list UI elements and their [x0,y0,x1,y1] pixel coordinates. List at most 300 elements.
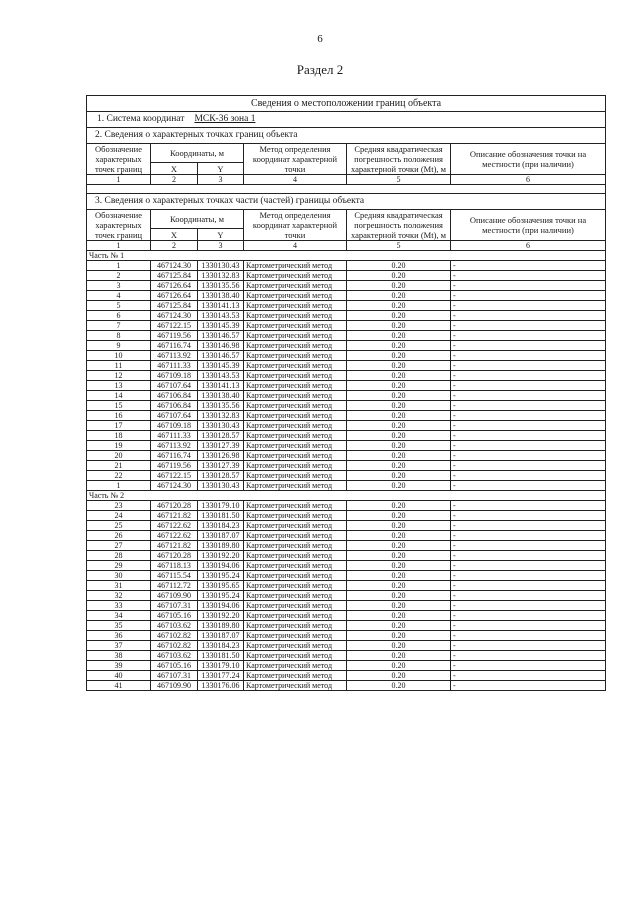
cell-description: - [451,521,606,531]
cell-accuracy: 0.20 [347,461,451,471]
cell-description: - [451,591,606,601]
cell-coord-x: 467111.33 [151,431,198,441]
cell-coord-y: 1330189.80 [198,541,244,551]
cell-coord-x: 467109.90 [151,681,198,691]
cell-coord-x: 467105.16 [151,611,198,621]
cell-method: Картометрический метод [244,301,347,311]
cell-coord-x: 467120.28 [151,551,198,561]
table-row [87,541,606,551]
cell-description: - [451,281,606,291]
table-row [87,271,606,281]
cell-description: - [451,451,606,461]
cell-method: Картометрический метод [244,661,347,671]
cell-accuracy: 0.20 [347,541,451,551]
cell-method: Картометрический метод [244,381,347,391]
col-number: 1 [87,175,151,185]
cell-description: - [451,531,606,541]
s2-header-accuracy: Средняя квадратическая погрешность положения характерной точки (Mt), м [347,144,451,175]
cell-coord-y: 1330135.56 [198,401,244,411]
cell-point-id: 31 [87,581,151,591]
cell-method: Картометрический метод [244,581,347,591]
cell-coord-x: 467113.92 [151,351,198,361]
col-number: 5 [347,241,451,251]
cell-coord-x: 467111.33 [151,361,198,371]
s3-header-y: Y [198,229,244,241]
cell-point-id: 11 [87,361,151,371]
table-row [87,321,606,331]
table-row [87,411,606,421]
cell-accuracy: 0.20 [347,451,451,461]
cell-description: - [451,501,606,511]
cell-point-id: 28 [87,551,151,561]
cell-coord-y: 1330130.43 [198,261,244,271]
spacer [87,185,606,194]
table-row [87,661,606,671]
cell-description: - [451,291,606,301]
cell-description: - [451,361,606,371]
section-title: Раздел 2 [296,62,344,77]
cell-method: Картометрический метод [244,631,347,641]
cell-method: Картометрический метод [244,531,347,541]
cell-point-id: 4 [87,291,151,301]
table-row [87,381,606,391]
cell-method: Картометрический метод [244,511,347,521]
s2-header-coords: Координаты, м [151,144,244,163]
cell-coord-x: 467109.18 [151,371,198,381]
cell-point-id: 21 [87,461,151,471]
cell-coord-y: 1330138.40 [198,291,244,301]
table-row [87,311,606,321]
cell-method: Картометрический метод [244,401,347,411]
s2-col-numbers [87,175,606,185]
table-row [87,281,606,291]
table-row [87,601,606,611]
cell-coord-y: 1330143.53 [198,311,244,321]
cell-coord-y: 1330194.06 [198,561,244,571]
cell-description: - [451,671,606,681]
cell-method: Картометрический метод [244,281,347,291]
cell-accuracy: 0.20 [347,591,451,601]
cell-description: - [451,571,606,581]
s2-header-y: Y [198,163,244,175]
part-label: Часть № 2 [87,491,606,501]
cell-coord-x: 467120.28 [151,501,198,511]
cell-point-id: 27 [87,541,151,551]
table-row [87,481,606,491]
cell-coord-x: 467103.62 [151,621,198,631]
cell-point-id: 20 [87,451,151,461]
cell-coord-y: 1330181.50 [198,651,244,661]
cell-method: Картометрический метод [244,341,347,351]
cell-coord-x: 467105.16 [151,661,198,671]
cell-method: Картометрический метод [244,551,347,561]
cell-point-id: 25 [87,521,151,531]
cell-description: - [451,301,606,311]
cell-accuracy: 0.20 [347,621,451,631]
table-row [87,641,606,651]
document-frame [86,95,605,691]
cell-accuracy: 0.20 [347,341,451,351]
cell-coord-x: 467106.84 [151,391,198,401]
cell-point-id: 41 [87,681,151,691]
cell-accuracy: 0.20 [347,331,451,341]
table-row [87,671,606,681]
s3-header-method: Метод определения координат характерной точки [244,210,347,241]
table-row [87,511,606,521]
table-row [87,391,606,401]
table-row [87,441,606,451]
cell-accuracy: 0.20 [347,321,451,331]
cell-description: - [451,601,606,611]
s3-header-accuracy: Средняя квадратическая погрешность положения характерной точки (Mt), м [347,210,451,241]
table-row [87,621,606,631]
cell-accuracy: 0.20 [347,421,451,431]
cell-point-id: 40 [87,671,151,681]
cell-coord-x: 467124.30 [151,311,198,321]
cell-description: - [451,341,606,351]
cell-coord-y: 1330127.39 [198,461,244,471]
cell-method: Картометрический метод [244,521,347,531]
cell-accuracy: 0.20 [347,651,451,661]
cell-coord-x: 467126.64 [151,291,198,301]
cell-method: Картометрический метод [244,311,347,321]
cell-accuracy: 0.20 [347,521,451,531]
table-row [87,431,606,441]
cell-accuracy: 0.20 [347,361,451,371]
cell-accuracy: 0.20 [347,501,451,511]
cell-coord-y: 1330138.40 [198,391,244,401]
cell-accuracy: 0.20 [347,661,451,671]
table-row [87,581,606,591]
s3-header-description: Описание обозначения точки на местности (при наличии) [451,210,606,241]
table-row [87,631,606,641]
cell-coord-y: 1330130.43 [198,481,244,491]
cell-coord-y: 1330146.98 [198,341,244,351]
cell-point-id: 1 [87,261,151,271]
cell-accuracy: 0.20 [347,381,451,391]
cell-accuracy: 0.20 [347,581,451,591]
cell-accuracy: 0.20 [347,351,451,361]
cell-coord-y: 1330130.43 [198,421,244,431]
cell-description: - [451,441,606,451]
cell-description: - [451,551,606,561]
cell-coord-y: 1330195.24 [198,571,244,581]
cell-coord-x: 467112.72 [151,581,198,591]
cell-point-id: 13 [87,381,151,391]
cell-coord-x: 467116.74 [151,451,198,461]
cell-coord-x: 467102.82 [151,631,198,641]
cell-point-id: 17 [87,421,151,431]
cell-point-id: 18 [87,431,151,441]
cell-coord-x: 467122.15 [151,321,198,331]
cell-coord-y: 1330145.39 [198,321,244,331]
s2-header-method: Метод определения координат характерной точки [244,144,347,175]
col-number: 5 [347,175,451,185]
cell-method: Картометрический метод [244,591,347,601]
cell-coord-x: 467107.31 [151,671,198,681]
cell-method: Картометрический метод [244,601,347,611]
cell-accuracy: 0.20 [347,531,451,541]
cell-coord-x: 467115.54 [151,571,198,581]
cell-point-id: 12 [87,371,151,381]
cell-accuracy: 0.20 [347,441,451,451]
cell-accuracy: 0.20 [347,611,451,621]
s3-header-point: Обозначение характерных точек границ [87,210,151,241]
cell-point-id: 38 [87,651,151,661]
cell-accuracy: 0.20 [347,601,451,611]
cell-point-id: 39 [87,661,151,671]
cell-point-id: 16 [87,411,151,421]
cell-coord-y: 1330141.13 [198,301,244,311]
cell-accuracy: 0.20 [347,631,451,641]
cell-description: - [451,631,606,641]
cell-description: - [451,541,606,551]
cell-point-id: 29 [87,561,151,571]
cell-accuracy: 0.20 [347,671,451,681]
cell-method: Картометрический метод [244,291,347,301]
cell-description: - [451,371,606,381]
table-row [87,331,606,341]
cell-coord-y: 1330145.39 [198,361,244,371]
cell-coord-x: 467119.56 [151,331,198,341]
cell-coord-x: 467121.82 [151,541,198,551]
s2-header-description: Описание обозначения точки на местности (при наличии) [451,144,606,175]
cell-point-id: 6 [87,311,151,321]
col-number: 2 [151,241,198,251]
cell-description: - [451,321,606,331]
col-number: 4 [244,241,347,251]
s2-header-x: X [151,163,198,175]
cell-description: - [451,661,606,671]
cell-accuracy: 0.20 [347,561,451,571]
cell-coord-y: 1330189.80 [198,621,244,631]
section2-title: 2. Сведения о характерных точках границ объекта [87,128,606,144]
col-number: 3 [198,241,244,251]
cell-coord-x: 467107.64 [151,381,198,391]
cell-accuracy: 0.20 [347,411,451,421]
cell-accuracy: 0.20 [347,481,451,491]
cell-description: - [451,581,606,591]
cell-coord-y: 1330187.07 [198,531,244,541]
coord-system-label: 1. Система координат [97,114,185,124]
s2-header-point: Обозначение характерных точек границ [87,144,151,175]
boundary-table [86,95,606,691]
cell-point-id: 19 [87,441,151,451]
cell-coord-x: 467122.62 [151,531,198,541]
cell-point-id: 36 [87,631,151,641]
cell-coord-x: 467121.82 [151,511,198,521]
s3-header-coords: Координаты, м [151,210,244,229]
cell-description: - [451,481,606,491]
cell-method: Картометрический метод [244,641,347,651]
cell-coord-x: 467109.18 [151,421,198,431]
table-row [87,371,606,381]
cell-coord-y: 1330187.07 [198,631,244,641]
cell-description: - [451,461,606,471]
cell-description: - [451,381,606,391]
cell-method: Картометрический метод [244,411,347,421]
coord-system-value: МСК-36 зона 1 [194,114,256,124]
cell-accuracy: 0.20 [347,301,451,311]
cell-point-id: 33 [87,601,151,611]
table-row [87,291,606,301]
cell-method: Картометрический метод [244,421,347,431]
cell-point-id: 8 [87,331,151,341]
cell-coord-y: 1330128.57 [198,431,244,441]
table-row [87,651,606,661]
cell-point-id: 2 [87,271,151,281]
cell-accuracy: 0.20 [347,471,451,481]
s3-header-x: X [151,229,198,241]
part-label: Часть № 1 [87,251,606,261]
cell-point-id: 3 [87,281,151,291]
cell-coord-x: 467124.30 [151,481,198,491]
cell-point-id: 23 [87,501,151,511]
cell-point-id: 7 [87,321,151,331]
cell-method: Картометрический метод [244,561,347,571]
cell-point-id: 22 [87,471,151,481]
cell-coord-y: 1330128.57 [198,471,244,481]
cell-coord-x: 467116.74 [151,341,198,351]
cell-method: Картометрический метод [244,651,347,661]
cell-method: Картометрический метод [244,501,347,511]
table-row [87,261,606,271]
cell-coord-y: 1330184.23 [198,521,244,531]
cell-method: Картометрический метод [244,351,347,361]
cell-coord-y: 1330179.10 [198,501,244,511]
cell-description: - [451,471,606,481]
cell-method: Картометрический метод [244,461,347,471]
cell-coord-y: 1330132.83 [198,411,244,421]
cell-coord-x: 467118.13 [151,561,198,571]
coord-system-row [87,112,606,128]
cell-point-id: 24 [87,511,151,521]
cell-coord-y: 1330184.23 [198,641,244,651]
cell-accuracy: 0.20 [347,291,451,301]
cell-point-id: 37 [87,641,151,651]
cell-point-id: 32 [87,591,151,601]
cell-accuracy: 0.20 [347,371,451,381]
table-row [87,361,606,371]
cell-point-id: 5 [87,301,151,311]
cell-description: - [451,611,606,621]
cell-description: - [451,621,606,631]
table-row [87,341,606,351]
block-title: Сведения о местоположении границ объекта [87,96,606,112]
cell-method: Картометрический метод [244,361,347,371]
table-row [87,521,606,531]
cell-accuracy: 0.20 [347,511,451,521]
cell-method: Картометрический метод [244,391,347,401]
cell-method: Картометрический метод [244,431,347,441]
col-number: 6 [451,241,606,251]
cell-coord-y: 1330146.57 [198,331,244,341]
table-row [87,461,606,471]
cell-coord-x: 467125.84 [151,301,198,311]
cell-coord-x: 467124.30 [151,261,198,271]
table-row [87,301,606,311]
cell-method: Картометрический метод [244,261,347,271]
cell-description: - [451,351,606,361]
cell-coord-y: 1330141.13 [198,381,244,391]
cell-description: - [451,401,606,411]
cell-point-id: 35 [87,621,151,631]
cell-coord-x: 467119.56 [151,461,198,471]
cell-coord-x: 467107.31 [151,601,198,611]
cell-method: Картометрический метод [244,441,347,451]
table-row [87,351,606,361]
cell-point-id: 9 [87,341,151,351]
cell-description: - [451,511,606,521]
cell-description: - [451,651,606,661]
table-row [87,531,606,541]
section3-title: 3. Сведения о характерных точках части (частей) границы объекта [87,194,606,210]
cell-method: Картометрический метод [244,611,347,621]
cell-method: Картометрический метод [244,451,347,461]
cell-accuracy: 0.20 [347,311,451,321]
cell-description: - [451,311,606,321]
cell-method: Картометрический метод [244,541,347,551]
cell-coord-y: 1330146.57 [198,351,244,361]
cell-method: Картометрический метод [244,321,347,331]
cell-method: Картометрический метод [244,621,347,631]
cell-coord-y: 1330127.39 [198,441,244,451]
s3-col-numbers [87,241,606,251]
cell-accuracy: 0.20 [347,571,451,581]
col-number: 3 [198,175,244,185]
cell-method: Картометрический метод [244,571,347,581]
table-row [87,571,606,581]
cell-description: - [451,641,606,651]
cell-method: Картометрический метод [244,681,347,691]
cell-point-id: 1 [87,481,151,491]
table-row [87,611,606,621]
cell-coord-y: 1330192.20 [198,551,244,561]
cell-accuracy: 0.20 [347,551,451,561]
cell-coord-y: 1330126.98 [198,451,244,461]
cell-coord-x: 467113.92 [151,441,198,451]
cell-point-id: 15 [87,401,151,411]
cell-description: - [451,681,606,691]
col-number: 2 [151,175,198,185]
table-row [87,471,606,481]
col-number: 4 [244,175,347,185]
cell-description: - [451,331,606,341]
cell-coord-y: 1330176.06 [198,681,244,691]
cell-description: - [451,421,606,431]
cell-coord-x: 467107.64 [151,411,198,421]
cell-coord-x: 467103.62 [151,651,198,661]
cell-point-id: 10 [87,351,151,361]
cell-coord-y: 1330179.10 [198,661,244,671]
cell-coord-x: 467102.82 [151,641,198,651]
cell-coord-x: 467125.84 [151,271,198,281]
cell-method: Картометрический метод [244,331,347,341]
table-row [87,561,606,571]
cell-coord-x: 467126.64 [151,281,198,291]
table-row [87,591,606,601]
cell-coord-y: 1330143.53 [198,371,244,381]
cell-description: - [451,561,606,571]
cell-description: - [451,431,606,441]
cell-coord-x: 467122.15 [151,471,198,481]
cell-accuracy: 0.20 [347,261,451,271]
cell-point-id: 30 [87,571,151,581]
cell-accuracy: 0.20 [347,271,451,281]
col-number: 1 [87,241,151,251]
col-number: 6 [451,175,606,185]
cell-method: Картометрический метод [244,471,347,481]
